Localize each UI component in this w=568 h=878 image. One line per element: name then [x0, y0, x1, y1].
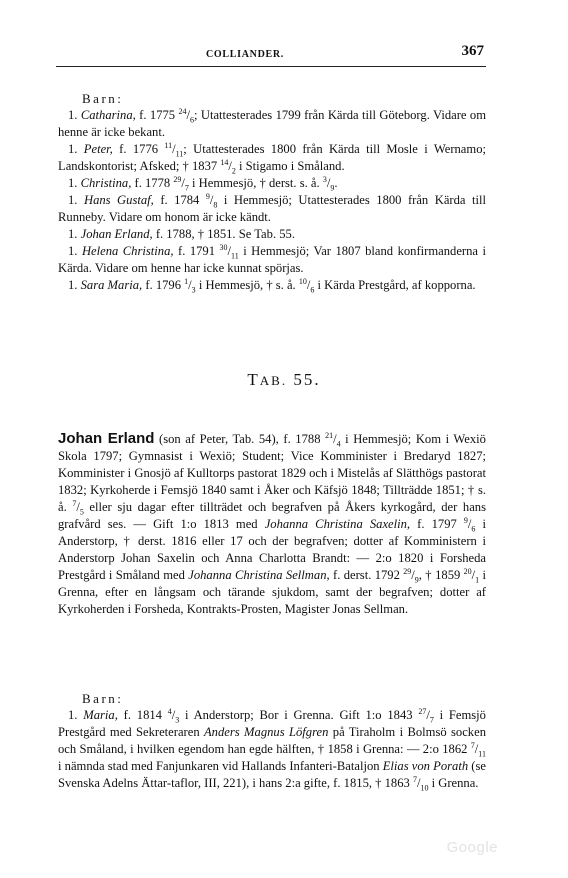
date-day: 7	[412, 774, 417, 784]
entry-text: i Kärda Prestgård, af kopporna.	[314, 278, 476, 292]
child-name: Peter,	[83, 142, 113, 156]
entry-number: 1.	[68, 278, 78, 292]
spouse-name: Johanna Christina Sellman,	[188, 568, 330, 582]
tab-heading-initial: T	[247, 370, 260, 389]
date-day: 3	[322, 174, 327, 184]
date-month: 4	[336, 439, 341, 449]
entry-text: .	[334, 176, 338, 190]
date-day: 9	[205, 191, 210, 201]
entry-number: 1.	[68, 244, 78, 258]
header-rule	[56, 66, 486, 67]
entry-text: i Hemmesjö; Utattesterades 1800 från Kärda till Runneby. Vidare om honom är icke kändt.	[58, 193, 487, 224]
entry-text: f. 1791	[173, 244, 220, 258]
date-day: 29	[173, 174, 182, 184]
child-name: Sara Maria,	[80, 278, 143, 292]
date-day: 7	[470, 740, 475, 750]
entry-text: f. 1784	[153, 193, 206, 207]
date-day: 27	[418, 706, 427, 716]
entry-text: f. 1775	[135, 108, 179, 122]
entry-text: ; Utattesterades 1800 från Kärda till Mosle i Wernamo; Landskontorist; Afsked; † 1837	[58, 142, 486, 173]
child-entry-christina: 1. Christina, f. 1778 $^{29}/_7$ i Hemmesjö, † derst. s. å. $^3/_9$.	[68, 174, 338, 193]
child-entry-johan-erland	[58, 226, 486, 243]
date-month: 11	[231, 251, 239, 261]
entry-text: i Anderstorp; Bor i Grenna. Gift 1:o 1843	[179, 708, 419, 722]
child-entry-sara-maria: 1. Sara Maria, f. 1796 $^1/_3$ i Hemmesjö, † s. å. $^{10}/_6$ i Kärda Prestgård, af kopporna.	[68, 276, 476, 295]
date-day: 10	[298, 276, 307, 286]
date-day: 7	[72, 498, 77, 508]
main-biography	[58, 430, 486, 618]
barn-label: Barn:	[82, 91, 124, 106]
date-day: 9	[463, 515, 468, 525]
date-month: 11	[175, 149, 184, 159]
entry-text: f. 1814	[117, 708, 168, 722]
child-name: Maria,	[83, 708, 118, 722]
date-month: 1	[475, 575, 480, 585]
biography-paragraph: Johan Erland (son af Peter, Tab. 54), f. 1788 $^{21}/_4$ i Hemmesjö; Kom i Wexiö Skola 1797; Gymnasist i Wexiö; Student; Vice Komminister i Bredaryd 1827; Komminister i Gnosjö af Kulltorps pastorat 1829 och i Mistelås af Slätthögs pastorat 1832; Kyrkoherde i Femsjö 1840 samt i Åker och Käfsjö 1848; Tillträdde 1851; † s. å. $^7/_5$ eller sju dagar efter tillträdet och begrafven på Åkers kyrkogård, der hans grafvård ses. — Gift 1:o 1813 med Johanna Christina Saxelin, f. 1797 $^9/_6$ i Anderstorp, † derst. 1816 eller 17 och der begrafven; dotter af Komministern i Anderstorp Johan Saxelin och Anna Charlotta Brandt: — 2:o 1820 i Forsheda Prestgård i Småland med Johanna Christina Sellman, f. derst. 1792 $^{29}/_9$, † 1859 $^{20}/_1$ i Grenna, efter en långsam och tärande sjukdom, samt der begrafven; dotter af Kyrkoherden i Forsheda, Kontrakts-Prosten, Magister Jonas Sellman.	[58, 430, 486, 616]
entry-text: ; Utattesterades 1799 från Kärda till Göteborg. Vidare om henne är icke bekant.	[58, 108, 486, 139]
entry-number: 1.	[68, 708, 78, 722]
date-month: 11	[478, 749, 486, 759]
date-month: 7	[184, 183, 189, 193]
child-name: Hans Gustaf,	[83, 193, 154, 207]
child-entry-peter: 1. Peter, f. 1776 $^{11}/_{11}$; Utattesterades 1800 från Kärda till Mosle i Wernamo; Landskontorist; Afsked; † 1837 $^{14}/_2$ i Stigamo i Småland.	[58, 140, 486, 176]
date-month: 5	[79, 507, 84, 517]
child-entry-catharina: 1. Catharina, f. 1775 $^{24}/_6$; Utattesterades 1799 från Kärda till Göteborg. Vidare om henne är icke bekant.	[58, 106, 486, 139]
child-name: Johan Erland,	[80, 227, 153, 241]
entry-text: f. 1778	[131, 176, 174, 190]
spouse-name: Anders Magnus Löfgren	[203, 725, 329, 739]
entry-text: i Hemmesjö, † derst. s. å.	[188, 176, 323, 190]
entry-text: f. 1776	[112, 142, 165, 156]
entry-text: i nämnda stad med Fanjunkaren vid Hallands Infanteri-Bataljon	[58, 759, 383, 773]
date-month: 2	[231, 166, 236, 176]
bio-text: f. 1797	[410, 517, 464, 531]
spouse-name: Johanna Christina Saxelin,	[264, 517, 411, 531]
bio-text: , † 1859	[418, 568, 464, 582]
bio-text: i Grenna, efter en långsam och tärande sjukdom, samt der begrafven; dotter af Kyrkoherden i Forsheda, Kontrakts-Prosten, Magister Jonas Sellman.	[58, 568, 486, 616]
bio-text: f. derst. 1792	[329, 568, 404, 582]
date-month: 9	[414, 575, 419, 585]
barn-label: Barn:	[82, 691, 124, 706]
table-heading	[0, 370, 568, 390]
children-section-1	[58, 90, 486, 294]
date-day: 11	[164, 140, 173, 150]
date-day: 30	[219, 242, 228, 252]
date-month: 3	[175, 715, 180, 725]
child-entry-hans-gustaf: 1. Hans Gustaf, f. 1784 $^9/_8$ i Hemmesjö; Utattesterades 1800 från Kärda till Runneby. Vidare om honom är icke kändt.	[58, 191, 487, 224]
date-day: 1	[184, 276, 189, 286]
bio-text: i Anderstorp, † derst. 1816 eller 17 och der begrafven; dotter af Komministern i Anderstorp Johan Saxelin och Anna Charlotta Brandt: — 2:o 1820 i Forsheda Prestgård i Småland med	[58, 517, 486, 582]
date-day: 14	[220, 157, 229, 167]
date-month: 9	[330, 183, 335, 193]
running-head: COLLIANDER.	[206, 49, 284, 60]
entry-number: 1.	[68, 142, 78, 156]
bio-text: i Hemmesjö; Kom i Wexiö Skola 1797; Gymnasist i Wexiö; Student; Vice Komminister i Bredaryd 1827; Komminister i Gnosjö af Kulltorps pastorat 1829 och i Mistelås af Slätthögs pastorat 1832; Kyrkoherde i Femsjö 1840 samt i Åker och Käfsjö 1848; Tillträdde 1851; † s. å.	[58, 432, 486, 514]
entry-text: i Stigamo i Småland.	[235, 159, 345, 173]
date-month: 10	[420, 783, 429, 793]
entry-text: i Femsjö Prestgård med Sekreteraren	[58, 708, 486, 739]
entry-text: f. 1788, † 1851. Se Tab. 55.	[152, 227, 295, 241]
entry-number: 1.	[68, 108, 78, 122]
entry-text: i Grenna.	[428, 776, 479, 790]
child-name: Christina,	[80, 176, 132, 190]
child-name: Catharina,	[80, 108, 136, 122]
date-month: 7	[429, 715, 434, 725]
entry-text: (se Svenska Adelns Ättar-taflor, III, 221), i hans 2:a gifte, f. 1815, † 1863	[58, 759, 486, 790]
entry-text: på Tiraholm i Bolmsö socken och Småland, i hvilken egendom han egde hälften, † 1858 i Grenna: — 2:o 1862	[58, 725, 486, 756]
digitization-watermark: Google	[446, 839, 498, 856]
date-day: 4	[167, 706, 172, 716]
entry-number: 1.	[68, 193, 78, 207]
date-month: 6	[471, 524, 476, 534]
entry-number: 1.	[68, 176, 78, 190]
bio-text: (son af Peter, Tab. 54), f. 1788	[154, 432, 326, 446]
children-section-2	[58, 690, 486, 792]
page-header	[56, 43, 486, 63]
date-day: 24	[178, 106, 187, 116]
date-day: 29	[403, 566, 412, 576]
date-month: 3	[191, 285, 196, 295]
child-entry-helena-christina: 1. Helena Christina, f. 1791 $^{30}/_{11}$ i Hemmesjö; Var 1807 bland konfirmanderna i Kärda. Vidare om henne har icke kunnat spörjas.	[58, 242, 486, 275]
tab-heading-rest: AB.	[259, 373, 288, 388]
bio-text: eller sju dagar efter tillträdet och begrafven på Åkers kyrkogård, der hans grafvård ses. — Gift 1:o 1813 med	[58, 500, 486, 531]
date-month: 6	[189, 115, 194, 125]
entry-number: 1.	[68, 227, 78, 241]
date-month: 8	[213, 200, 218, 210]
entry-text: i Hemmesjö; Var 1807 bland konfirmanderna i Kärda. Vidare om henne har icke kunnat spörjas.	[58, 244, 486, 275]
date-day: 20	[463, 566, 472, 576]
entry-text: f. 1796	[142, 278, 185, 292]
page-number: 367	[461, 43, 484, 59]
date-day: 21	[325, 430, 334, 440]
entry-text: i Hemmesjö, † s. å.	[195, 278, 299, 292]
spouse-name: Elias von Porath	[382, 759, 469, 773]
child-entry-maria: 1. Maria, f. 1814 $^4/_3$ i Anderstorp; Bor i Grenna. Gift 1:o 1843 $^{27}/_7$ i Femsjö Prestgård med Sekreteraren Anders Magnus Löfgren på Tiraholm i Bolmsö socken och Småland, i hvilken egendom han egde hälften, † 1858 i Grenna: — 2:o 1862 $^7/_{11}$ i nämnda stad med Fanjunkaren vid Hallands Infanteri-Bataljon Elias von Porath (se Svenska Adelns Ättar-taflor, III, 221), i hans 2:a gifte, f. 1815, † 1863 $^7/_{10}$ i Grenna.	[58, 706, 486, 793]
date-month: 6	[310, 285, 315, 295]
tab-heading-number: 55.	[293, 370, 321, 389]
subject-name: Johan Erland	[58, 430, 155, 447]
child-name: Helena Christina,	[81, 244, 174, 258]
